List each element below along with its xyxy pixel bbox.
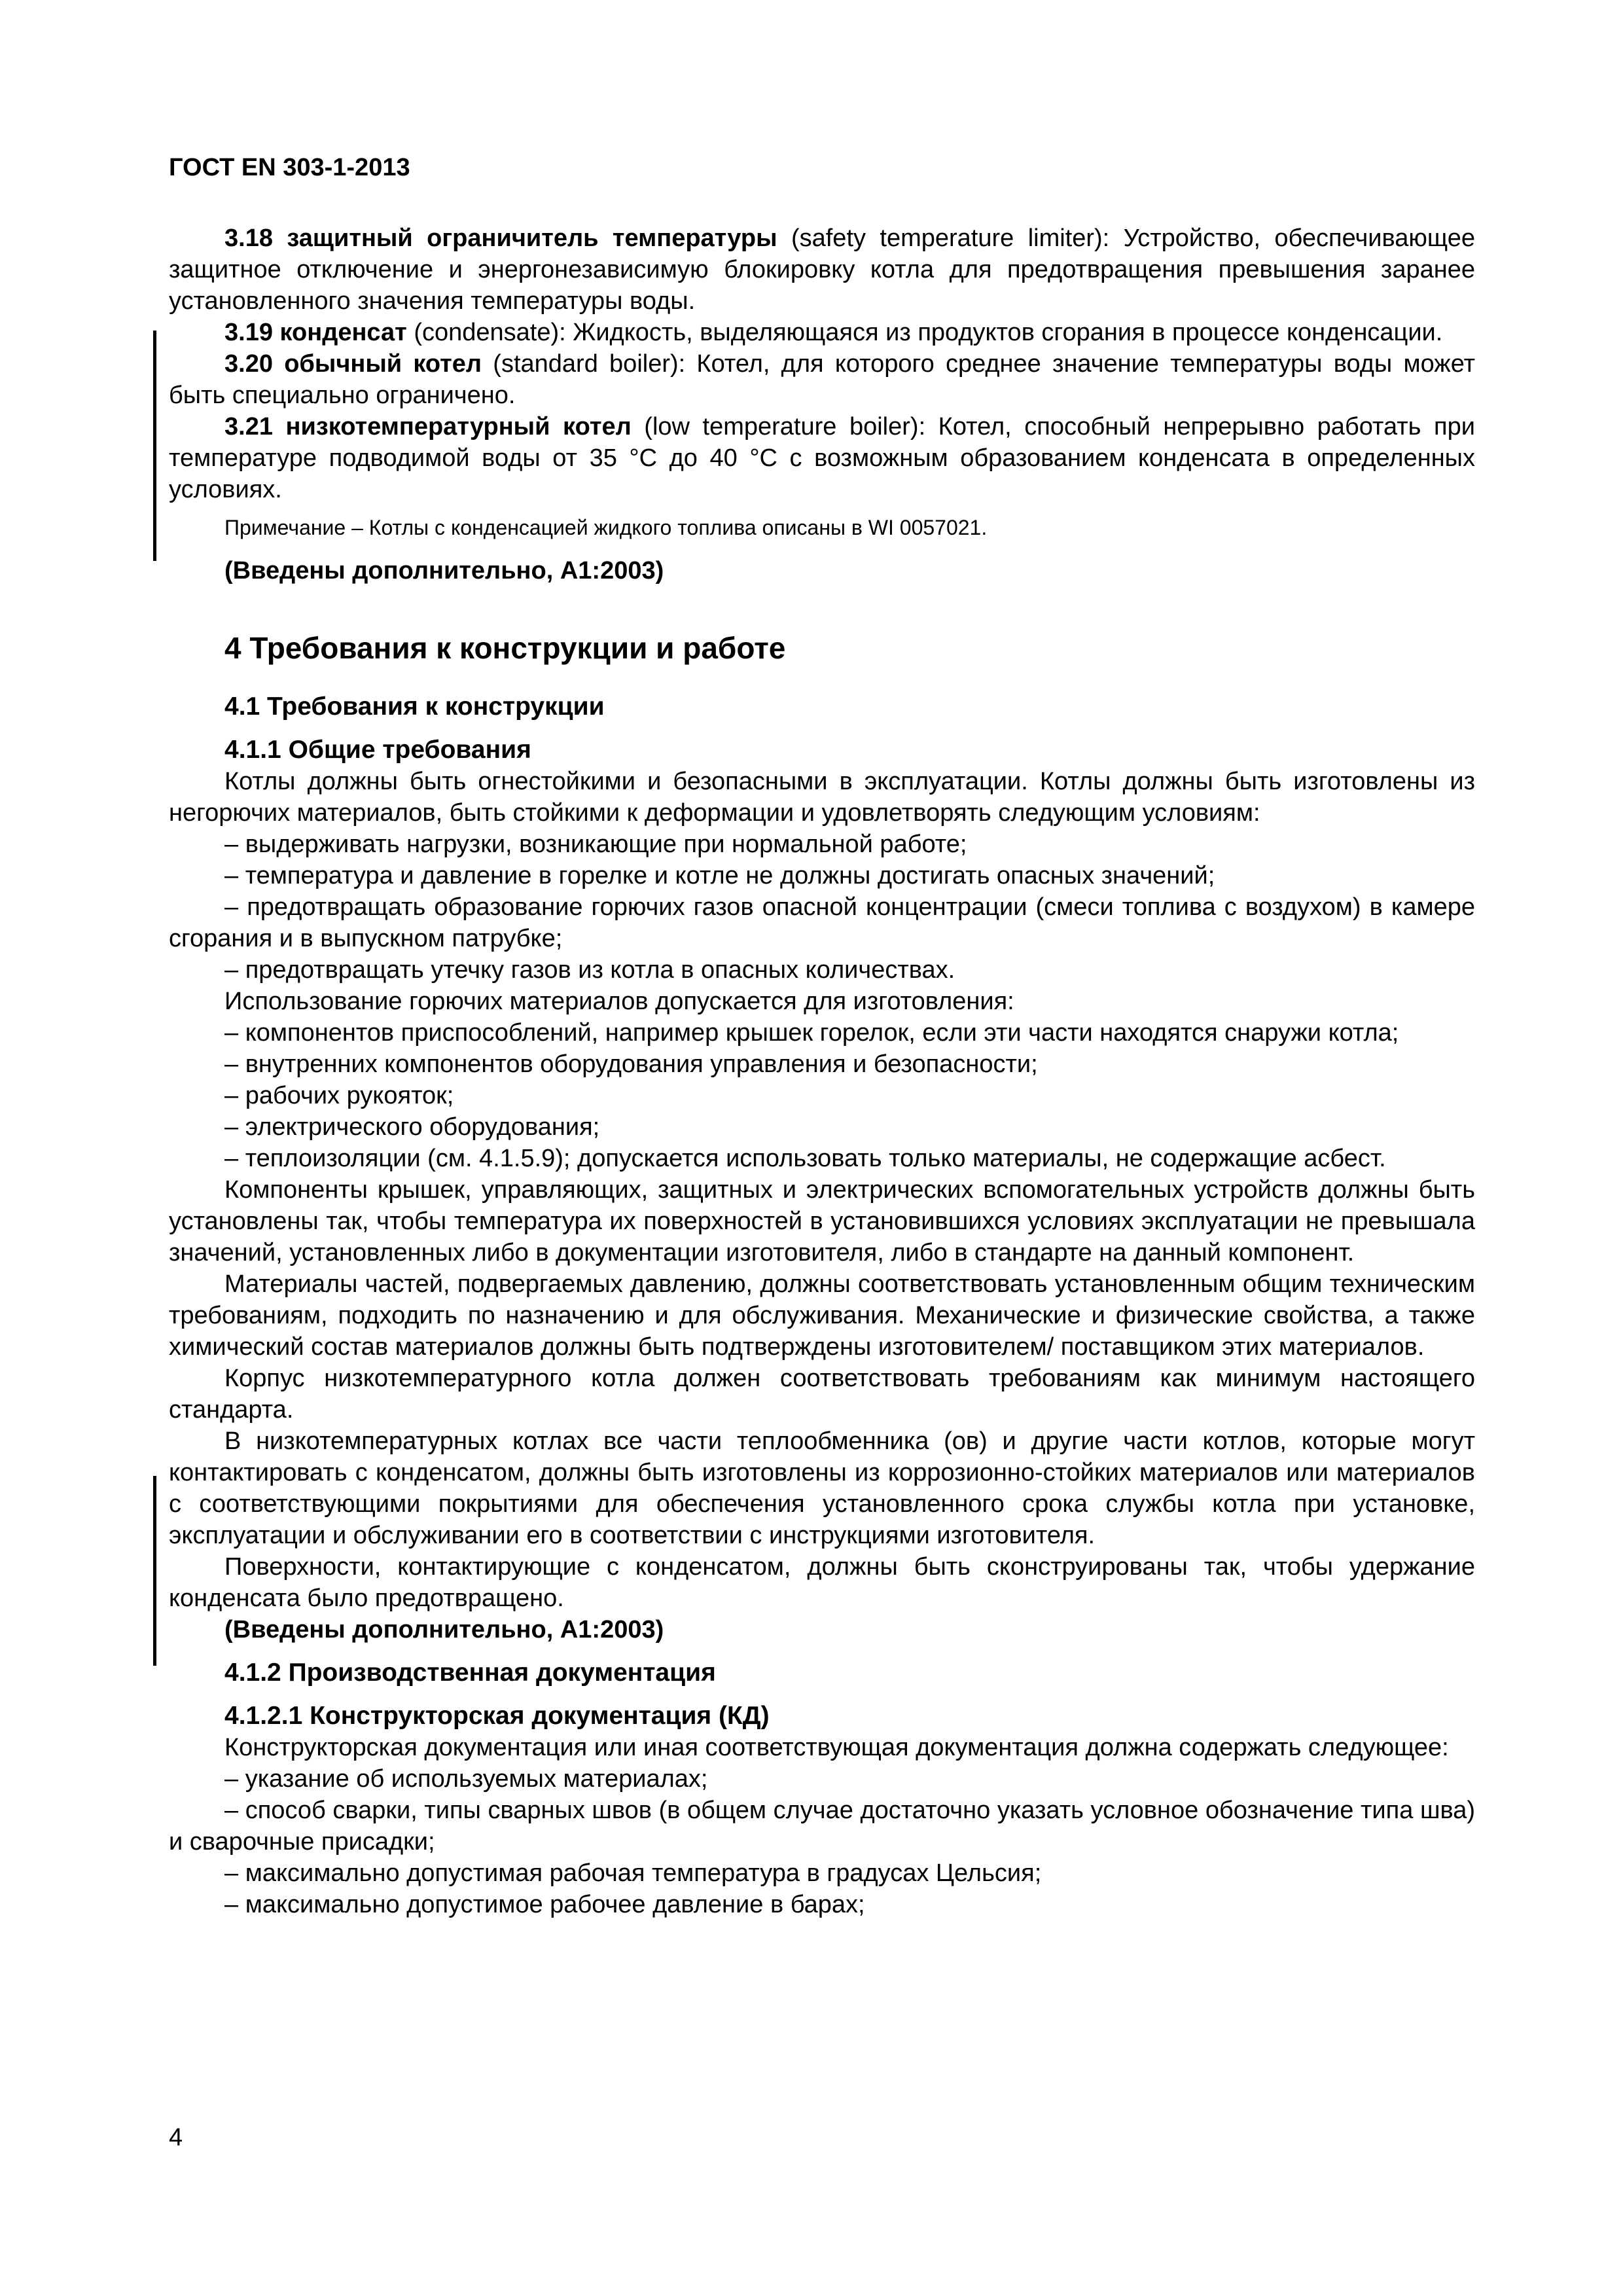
paragraph: Поверхности, контактирующие с конденсатом, должны быть сконструированы так, чтобы удержание конденсата было предотвращено. (169, 1553, 1475, 1612)
definition-term: обычный котел (284, 350, 482, 378)
section-title-4-1-1: 4.1.1 Общие требования (224, 736, 531, 764)
list-item: – электрического оборудования; (224, 1113, 600, 1141)
definition-number: 3.20 (224, 350, 273, 378)
list-item: – температура и давление в горелке и котле не должны достигать опасных значений; (224, 862, 1215, 889)
definition-number: 3.19 (224, 319, 273, 346)
definition-term: низкотемпературный котел (285, 413, 632, 440)
paragraph: Конструкторская документация или иная соответствующая документация должна содержать следующее: (224, 1734, 1449, 1761)
paragraph: В низкотемпературных котлах все части теплообменника (ов) и другие части котлов, которые могут контактировать с конденсатом, должны быть изготовлены из коррозионно-стойких материалов или материалов с соответствующими покрытиями для обеспечения установленного срока службы котла при установке, эксплуатации и обслуживании его в соответствии с инструкциями изготовителя. (169, 1427, 1475, 1549)
section-title-4-1-2-1: 4.1.2.1 Конструкторская документация (КД) (224, 1702, 770, 1730)
definition-text: (condensate): Жидкость, выделяющаяся из продуктов сгорания в процессе конденсации. (406, 319, 1443, 346)
document-header: ГОСТ EN 303-1-2013 (169, 154, 410, 181)
change-bar (153, 1476, 156, 1666)
definition-text: (standard boiler): Котел, для которого среднее значение температуры воды может быть специально ограничено. (169, 350, 1475, 409)
amendment-note: (Введены дополнительно, А1:2003) (224, 557, 664, 584)
list-item: – максимально допустимое рабочее давление в барах; (224, 1891, 865, 1918)
definition-3-21 (169, 411, 1475, 505)
change-bar (153, 331, 156, 561)
definition-3-20 (169, 348, 1475, 411)
definition-text: (safety temperature limiter): Устройство, обеспечивающее защитное отключение и энергонезависимую блокировку котла для предотвращения превышения заранее установленного значения температуры воды. (169, 224, 1476, 315)
definition-number: 3.18 (224, 224, 273, 252)
paragraph: Котлы должны быть огнестойкими и безопасными в эксплуатации. Котлы должны быть изготовлены из негорючих материалов, быть стойкими к деформации и удовлетворять следующим условиям: (169, 768, 1475, 827)
definition-number: 3.21 (224, 413, 273, 440)
paragraph: Корпус низкотемпературного котла должен соответствовать требованиям как минимум настоящего стандарта. (169, 1365, 1475, 1424)
list-item: – максимально допустимая рабочая температура в градусах Цельсия; (224, 1859, 1042, 1887)
document-body (169, 223, 1475, 1920)
section-title-4-1: 4.1 Требования к конструкции (224, 692, 605, 721)
page-number: 4 (169, 2124, 183, 2151)
paragraph: Материалы частей, подвергаемых давлению, должны соответствовать установленным общим техническим требованиям, подходить по назначению и для обслуживания. Механические и физические свойства, а также химический состав материалов должны быть подтверждены изготовителем/ поставщиком этих материалов. (169, 1270, 1475, 1361)
definition-3-19 (169, 317, 1475, 348)
definition-text: (low temperature boiler): Котел, способный непрерывно работать при температуре подводимой воды от 35 °C до 40 °C с возможным образованием конденсата в определенных условиях. (169, 413, 1475, 503)
list-item: – рабочих рукояток; (224, 1082, 454, 1109)
list-item: – внутренних компонентов оборудования управления и безопасности; (224, 1050, 1038, 1078)
list-item: – указание об используемых материалах; (224, 1765, 708, 1793)
list-item: – компонентов приспособлений, например крышек горелок, если эти части находятся снаружи котла; (224, 1019, 1399, 1047)
list-item: – теплоизоляции (см. 4.1.5.9); допускается использовать только материалы, не содержащие асбест. (224, 1145, 1386, 1172)
definition-term: конденсат (279, 319, 407, 346)
definition-3-18 (169, 223, 1475, 317)
section-title-4-1-2: 4.1.2 Производственная документация (224, 1659, 716, 1687)
definition-term: защитный ограничитель температуры (287, 224, 777, 252)
list-item: – способ сварки, типы сварных швов (в общем случае достаточно указать условное обозначение типа шва) и сварочные присадки; (169, 1797, 1475, 1856)
amendment-note: (Введены дополнительно, А1:2003) (224, 1616, 664, 1643)
section-title-4: 4 Требования к конструкции и работе (224, 631, 786, 665)
note: Примечание – Котлы с конденсацией жидкого топлива описаны в WI 0057021. (224, 516, 988, 539)
paragraph: Компоненты крышек, управляющих, защитных и электрических вспомогательных устройств должны быть установлены так, чтобы температура их поверхностей в установившихся условиях эксплуатации не превышала значений, установленных либо в документации изготовителя, либо в стандарте на данный компонент. (169, 1176, 1475, 1266)
list-item: – предотвращать образование горючих газов опасной концентрации (смеси топлива с воздухом) в камере сгорания и в выпускном патрубке; (169, 893, 1475, 952)
paragraph: Использование горючих материалов допускается для изготовления: (224, 988, 1014, 1015)
list-item: – выдерживать нагрузки, возникающие при нормальной работе; (224, 831, 967, 858)
list-item: – предотвращать утечку газов из котла в опасных количествах. (224, 956, 955, 984)
